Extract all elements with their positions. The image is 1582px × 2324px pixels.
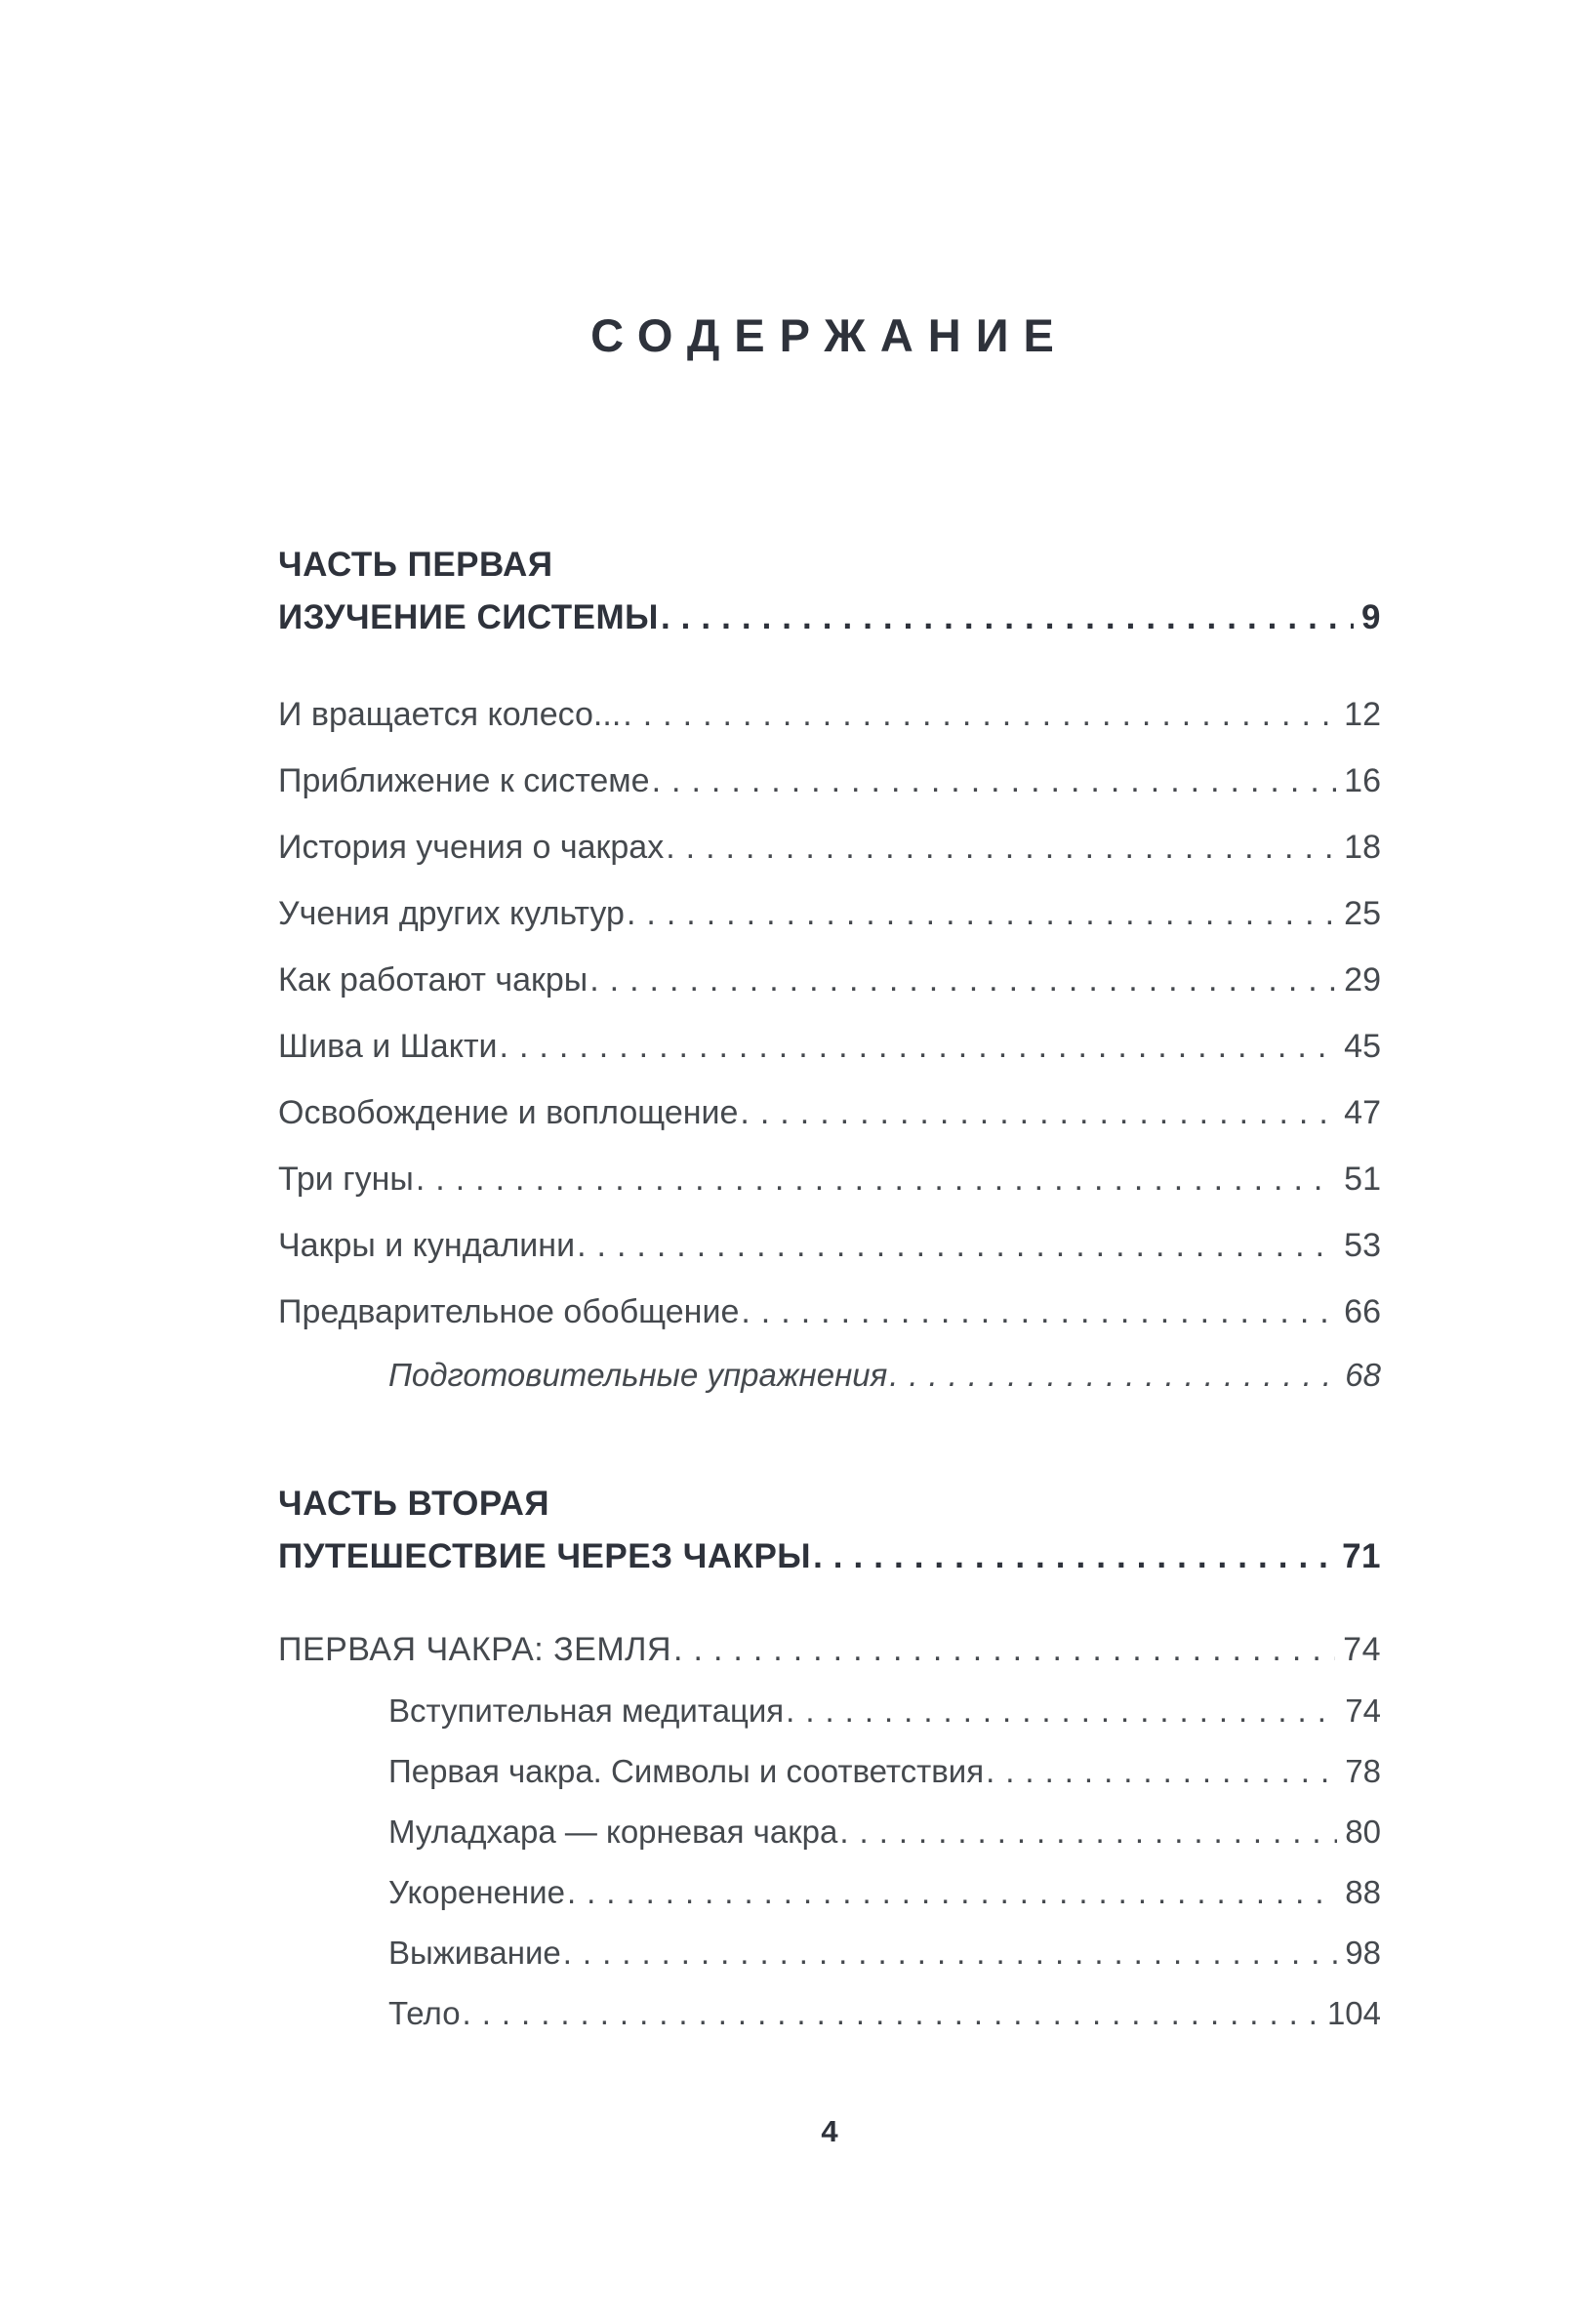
part-two-kicker: ЧАСТЬ ВТОРАЯ — [278, 1485, 550, 1523]
dot-leader — [786, 1681, 1337, 1741]
toc-entry-page: 18 — [1344, 829, 1381, 866]
dot-leader — [463, 1983, 1319, 2044]
dot-leader — [563, 1923, 1338, 1983]
part-one-page: 9 — [1361, 598, 1381, 636]
toc-entry-label: Приближение к системе — [278, 762, 650, 799]
toc-entry-label: Предварительное обобщение — [278, 1293, 740, 1330]
toc-entry-label: И вращается колесо... — [278, 696, 622, 733]
part-two-page: 71 — [1342, 1537, 1381, 1575]
part-two-title-row — [278, 1530, 1381, 1583]
toc-entry — [278, 1212, 1381, 1279]
toc-chapter-label: ПЕРВАЯ ЧАКРА: ЗЕМЛЯ — [278, 1631, 672, 1668]
toc-entry — [278, 1013, 1381, 1080]
toc-entry — [278, 681, 1381, 748]
dot-leader — [740, 1080, 1336, 1146]
toc-entry-page: 78 — [1345, 1753, 1381, 1789]
dot-leader — [666, 814, 1336, 880]
dot-leader — [652, 748, 1337, 814]
toc-entry — [278, 1080, 1381, 1146]
dot-leader — [567, 1862, 1337, 1923]
toc-chapter-page: 74 — [1343, 1631, 1381, 1668]
toc-entry-page: 29 — [1344, 961, 1381, 999]
toc-entry-label: Освобождение и воплощение — [278, 1094, 739, 1131]
toc-entry-page: 16 — [1344, 762, 1381, 799]
dot-leader — [741, 1279, 1336, 1345]
part-one-kicker: ЧАСТЬ ПЕРВАЯ — [278, 546, 553, 584]
toc-content — [278, 0, 1381, 2044]
dot-leader — [673, 1618, 1335, 1681]
toc-entry — [278, 814, 1381, 880]
toc-entry-page: 80 — [1345, 1814, 1381, 1850]
toc-entry — [278, 1146, 1381, 1212]
toc-entry-page: 74 — [1345, 1692, 1381, 1729]
toc-entry-page: 53 — [1344, 1227, 1381, 1264]
dot-leader — [627, 880, 1336, 947]
toc-entry-label: История учения о чакрах — [278, 829, 665, 866]
toc-entry-label: Первая чакра. Символы и соответствия — [388, 1753, 985, 1789]
toc-entry-label: Чакры и кундалини — [278, 1227, 576, 1264]
toc-entry — [278, 1681, 1381, 1741]
part-one-title-row — [278, 591, 1381, 644]
dot-leader — [416, 1146, 1336, 1212]
dot-leader — [589, 947, 1336, 1013]
part-two-entries — [278, 1618, 1381, 2044]
dot-leader — [813, 1530, 1334, 1583]
dot-leader — [661, 591, 1354, 644]
dot-leader — [986, 1741, 1337, 1802]
toc-entry — [278, 1802, 1381, 1862]
toc-entry-label: Как работают чакры — [278, 961, 588, 999]
toc-entry — [278, 1862, 1381, 1923]
toc-entry-page: 45 — [1344, 1028, 1381, 1065]
toc-entry-page: 66 — [1344, 1293, 1381, 1330]
toc-entry-label: Шива и Шакти — [278, 1028, 498, 1065]
toc-entry — [278, 1741, 1381, 1802]
toc-entry — [278, 1923, 1381, 1983]
dot-leader — [577, 1212, 1336, 1279]
page-number-folio: 4 — [821, 2114, 838, 2148]
dot-leader — [623, 681, 1336, 748]
toc-entry-page: 51 — [1344, 1161, 1381, 1198]
toc-entry — [278, 1345, 1381, 1406]
toc-entry-label: Учения других культур — [278, 895, 625, 932]
toc-entry-page: 68 — [1345, 1357, 1381, 1393]
dot-leader — [889, 1345, 1337, 1406]
part-one-header — [278, 539, 1381, 644]
toc-entry-page: 47 — [1344, 1094, 1381, 1131]
toc-entry — [278, 1279, 1381, 1345]
part-two-header — [278, 1478, 1381, 1583]
toc-entry-label: Муладхара — корневая чакра — [388, 1814, 838, 1850]
dot-leader — [500, 1013, 1337, 1080]
toc-entry-page: 104 — [1326, 1995, 1381, 2031]
toc-entry-label: Тело — [388, 1995, 461, 2031]
toc-entry — [278, 880, 1381, 947]
page-title: СОДЕРЖАНИЕ — [590, 309, 1069, 361]
dot-leader — [839, 1802, 1337, 1862]
part-one-entries — [278, 681, 1381, 1406]
toc-entry-page: 88 — [1345, 1874, 1381, 1910]
toc-entry-label: Подготовительные упражнения — [388, 1357, 888, 1393]
toc-entry-label: Укоренение — [388, 1874, 565, 1910]
toc-chapter-row — [278, 1618, 1381, 1681]
toc-entry-label: Вступительная медитация — [388, 1692, 785, 1729]
toc-entry — [278, 947, 1381, 1013]
part-two-title: ПУТЕШЕСТВИЕ ЧЕРЕЗ ЧАКРЫ — [278, 1537, 812, 1575]
toc-entry — [278, 748, 1381, 814]
part-one-title: ИЗУЧЕНИЕ СИСТЕМЫ — [278, 598, 659, 636]
toc-entry-page: 25 — [1344, 895, 1381, 932]
toc-entry-page: 12 — [1344, 696, 1381, 733]
toc-entry-page: 98 — [1345, 1935, 1381, 1971]
toc-entry-label: Выживание — [388, 1935, 561, 1971]
toc-entry-label: Три гуны — [278, 1161, 414, 1198]
toc-entry — [278, 1983, 1381, 2044]
